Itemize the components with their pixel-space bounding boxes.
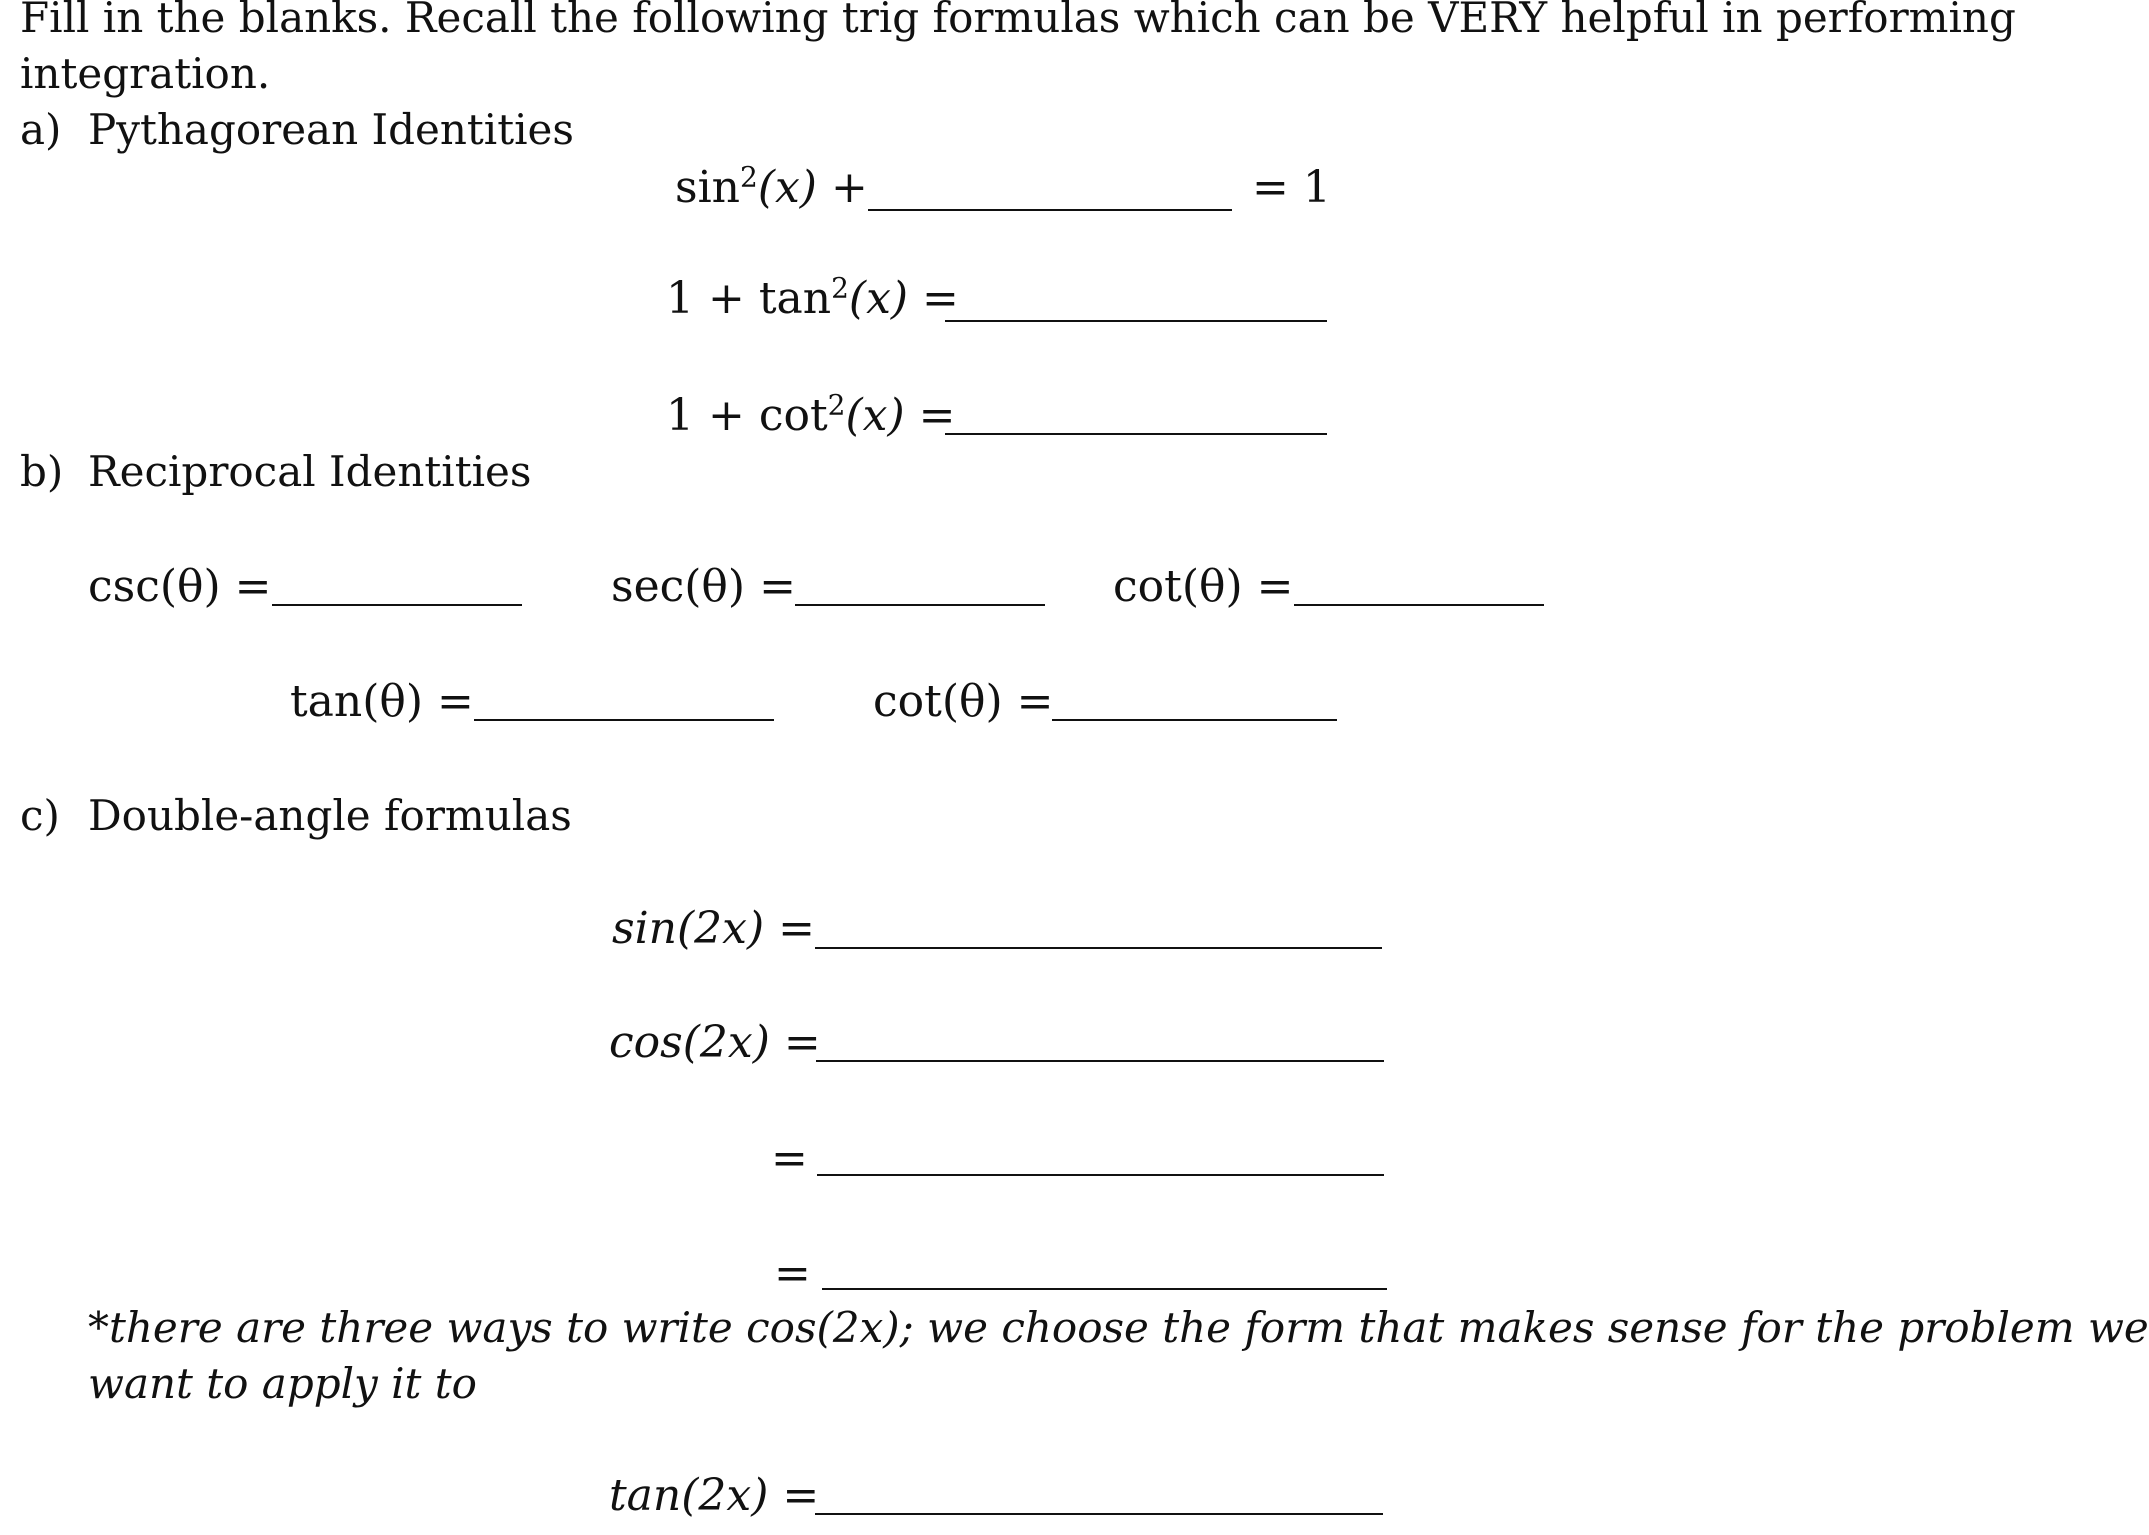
reciprocal-tan-blank[interactable] bbox=[474, 719, 774, 721]
reciprocal-cot-2: cot(θ) = bbox=[873, 676, 1054, 727]
note-line-2: want to apply it to bbox=[88, 1359, 477, 1408]
double-angle-sin2x-blank[interactable] bbox=[815, 947, 1382, 949]
reciprocal-cot-1: cot(θ) = bbox=[1113, 561, 1294, 612]
intro-line-1: Fill in the blanks. Recall the following trig formulas which can be VERY helpful in performing bbox=[20, 0, 2016, 42]
note-line-1: *there are three ways to write cos(2x); we choose the form that makes sense for the problem we bbox=[88, 1303, 2149, 1352]
reciprocal-sec: sec(θ) = bbox=[611, 561, 796, 612]
pythagorean-eq2: $1 + \tan^2(x)$ = bbox=[666, 271, 959, 324]
reciprocal-csc: csc(θ) = bbox=[88, 561, 272, 612]
double-angle-eq-a: = bbox=[771, 1133, 808, 1184]
pythagorean-blank-3[interactable] bbox=[945, 433, 1327, 435]
section-b-title: Reciprocal Identities bbox=[88, 447, 532, 496]
reciprocal-csc-blank[interactable] bbox=[272, 604, 522, 606]
double-angle-tan2x-blank[interactable] bbox=[815, 1513, 1383, 1515]
double-angle-sin2x: sin(2x) = bbox=[612, 903, 815, 954]
intro-line-2: integration. bbox=[20, 49, 271, 98]
double-angle-cos2x: cos(2x) = bbox=[609, 1017, 821, 1068]
reciprocal-cot-2-blank[interactable] bbox=[1052, 719, 1337, 721]
pythagorean-blank-1[interactable] bbox=[868, 209, 1232, 211]
double-angle-cos2x-blank-3[interactable] bbox=[822, 1288, 1387, 1290]
double-angle-cos2x-blank[interactable] bbox=[816, 1060, 1384, 1062]
reciprocal-sec-blank[interactable] bbox=[795, 604, 1045, 606]
double-angle-cos2x-blank-2[interactable] bbox=[817, 1174, 1384, 1176]
pythagorean-eq3: $1 + \cot^2(x)$ = bbox=[666, 388, 956, 441]
section-a-letter: a) bbox=[20, 105, 62, 154]
section-a-title: Pythagorean Identities bbox=[88, 105, 574, 154]
pythagorean-blank-2[interactable] bbox=[945, 320, 1327, 322]
section-c-letter: c) bbox=[20, 791, 60, 840]
section-b-letter: b) bbox=[20, 447, 64, 496]
reciprocal-tan: tan(θ) = bbox=[290, 676, 474, 727]
section-c-title: Double-angle formulas bbox=[88, 791, 572, 840]
reciprocal-cot-1-blank[interactable] bbox=[1294, 604, 1544, 606]
double-angle-tan2x: tan(2x) = bbox=[609, 1470, 820, 1521]
pythagorean-eq1: $\sin^2(x)$ + bbox=[675, 160, 868, 213]
pythagorean-eq1-result: = 1 bbox=[1252, 162, 1331, 213]
double-angle-eq-b: = bbox=[774, 1248, 811, 1299]
